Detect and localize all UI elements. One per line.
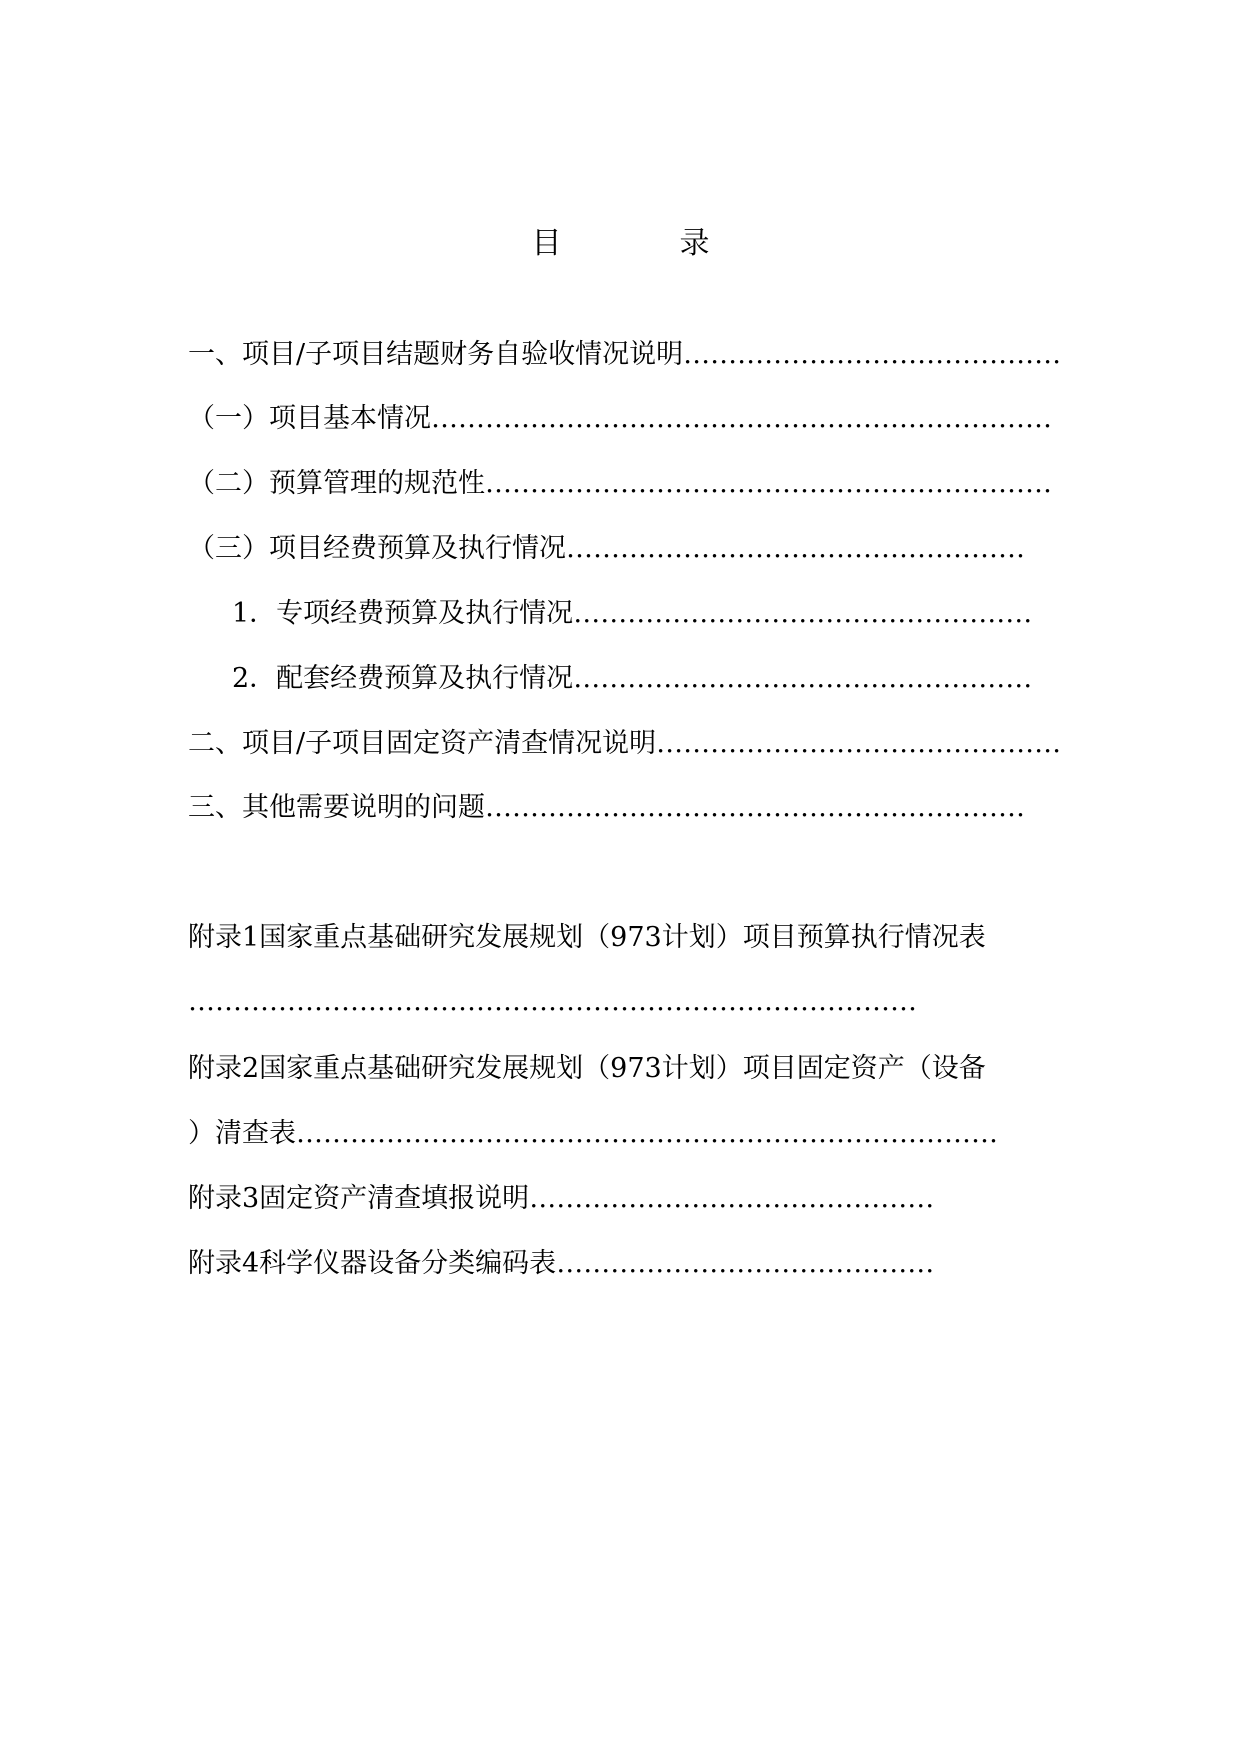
toc-entry-text: 1．专项经费预算及执行情况 <box>232 598 574 629</box>
toc-entry-1-1[interactable] <box>188 401 1052 437</box>
toc-leader-dots: …………………………………………………………… <box>431 403 1052 434</box>
appendix-entry-text: 附录2国家重点基础研究发展规划（973计划）项目固定资产（设备 <box>188 1053 986 1084</box>
toc-entry-text: （二）预算管理的规范性 <box>188 468 485 499</box>
appendix-entry-1-leader[interactable] <box>188 984 917 1020</box>
appendix-entry-2[interactable] <box>188 1051 986 1087</box>
toc-entry-1-3[interactable] <box>188 531 1025 567</box>
toc-entry-text: 二、项目/子项目固定资产清查情况说明 <box>188 728 657 759</box>
toc-entry-text: （一）项目基本情况 <box>188 403 431 434</box>
appendix-entry-text: 附录4科学仪器设备分类编码表 <box>188 1248 557 1279</box>
toc-entry-1-3-1[interactable] <box>232 596 1032 632</box>
toc-entry-text: 一、项目/子项目结题财务自验收情况说明 <box>188 339 684 370</box>
appendix-entry-continuation: ）清查表 <box>188 1118 296 1149</box>
toc-leader-dots: ……………………………………………………… <box>485 468 1052 499</box>
toc-entry-1[interactable] <box>188 337 1061 373</box>
toc-leader-dots: ……………………………………… <box>656 728 1062 759</box>
toc-entry-2[interactable] <box>188 726 1061 762</box>
toc-leader-dots: …………………………………… <box>556 1248 935 1279</box>
appendix-entry-3[interactable] <box>188 1181 934 1217</box>
toc-entry-text: 三、其他需要说明的问题 <box>188 792 485 823</box>
toc-leader-dots: …………………………………… <box>683 339 1062 370</box>
toc-leader-dots: …………………………………………… <box>566 533 1025 564</box>
appendix-entry-2-continuation[interactable] <box>188 1116 998 1152</box>
appendix-entry-text: 附录3固定资产清查填报说明 <box>188 1183 530 1214</box>
toc-entry-text: 2．配套经费预算及执行情况 <box>232 663 574 694</box>
toc-title: 目 录 <box>531 226 754 261</box>
toc-leader-dots: ……………………………………………………………………… <box>188 986 917 1017</box>
appendix-entry-4[interactable] <box>188 1246 934 1282</box>
toc-leader-dots: …………………………………………………………………… <box>296 1118 998 1149</box>
toc-entry-1-2[interactable] <box>188 466 1052 502</box>
toc-entry-3[interactable] <box>188 790 1025 826</box>
appendix-entry-text: 附录1国家重点基础研究发展规划（973计划）项目预算执行情况表 <box>188 922 986 953</box>
toc-leader-dots: ……………………………………… <box>529 1183 935 1214</box>
toc-leader-dots: …………………………………………… <box>573 663 1033 694</box>
toc-leader-dots: …………………………………………… <box>573 598 1033 629</box>
toc-leader-dots: …………………………………………………… <box>485 792 1025 823</box>
appendix-entry-1[interactable] <box>188 920 986 956</box>
toc-entry-text: （三）项目经费预算及执行情况 <box>188 533 566 564</box>
toc-entry-1-3-2[interactable] <box>232 661 1032 697</box>
